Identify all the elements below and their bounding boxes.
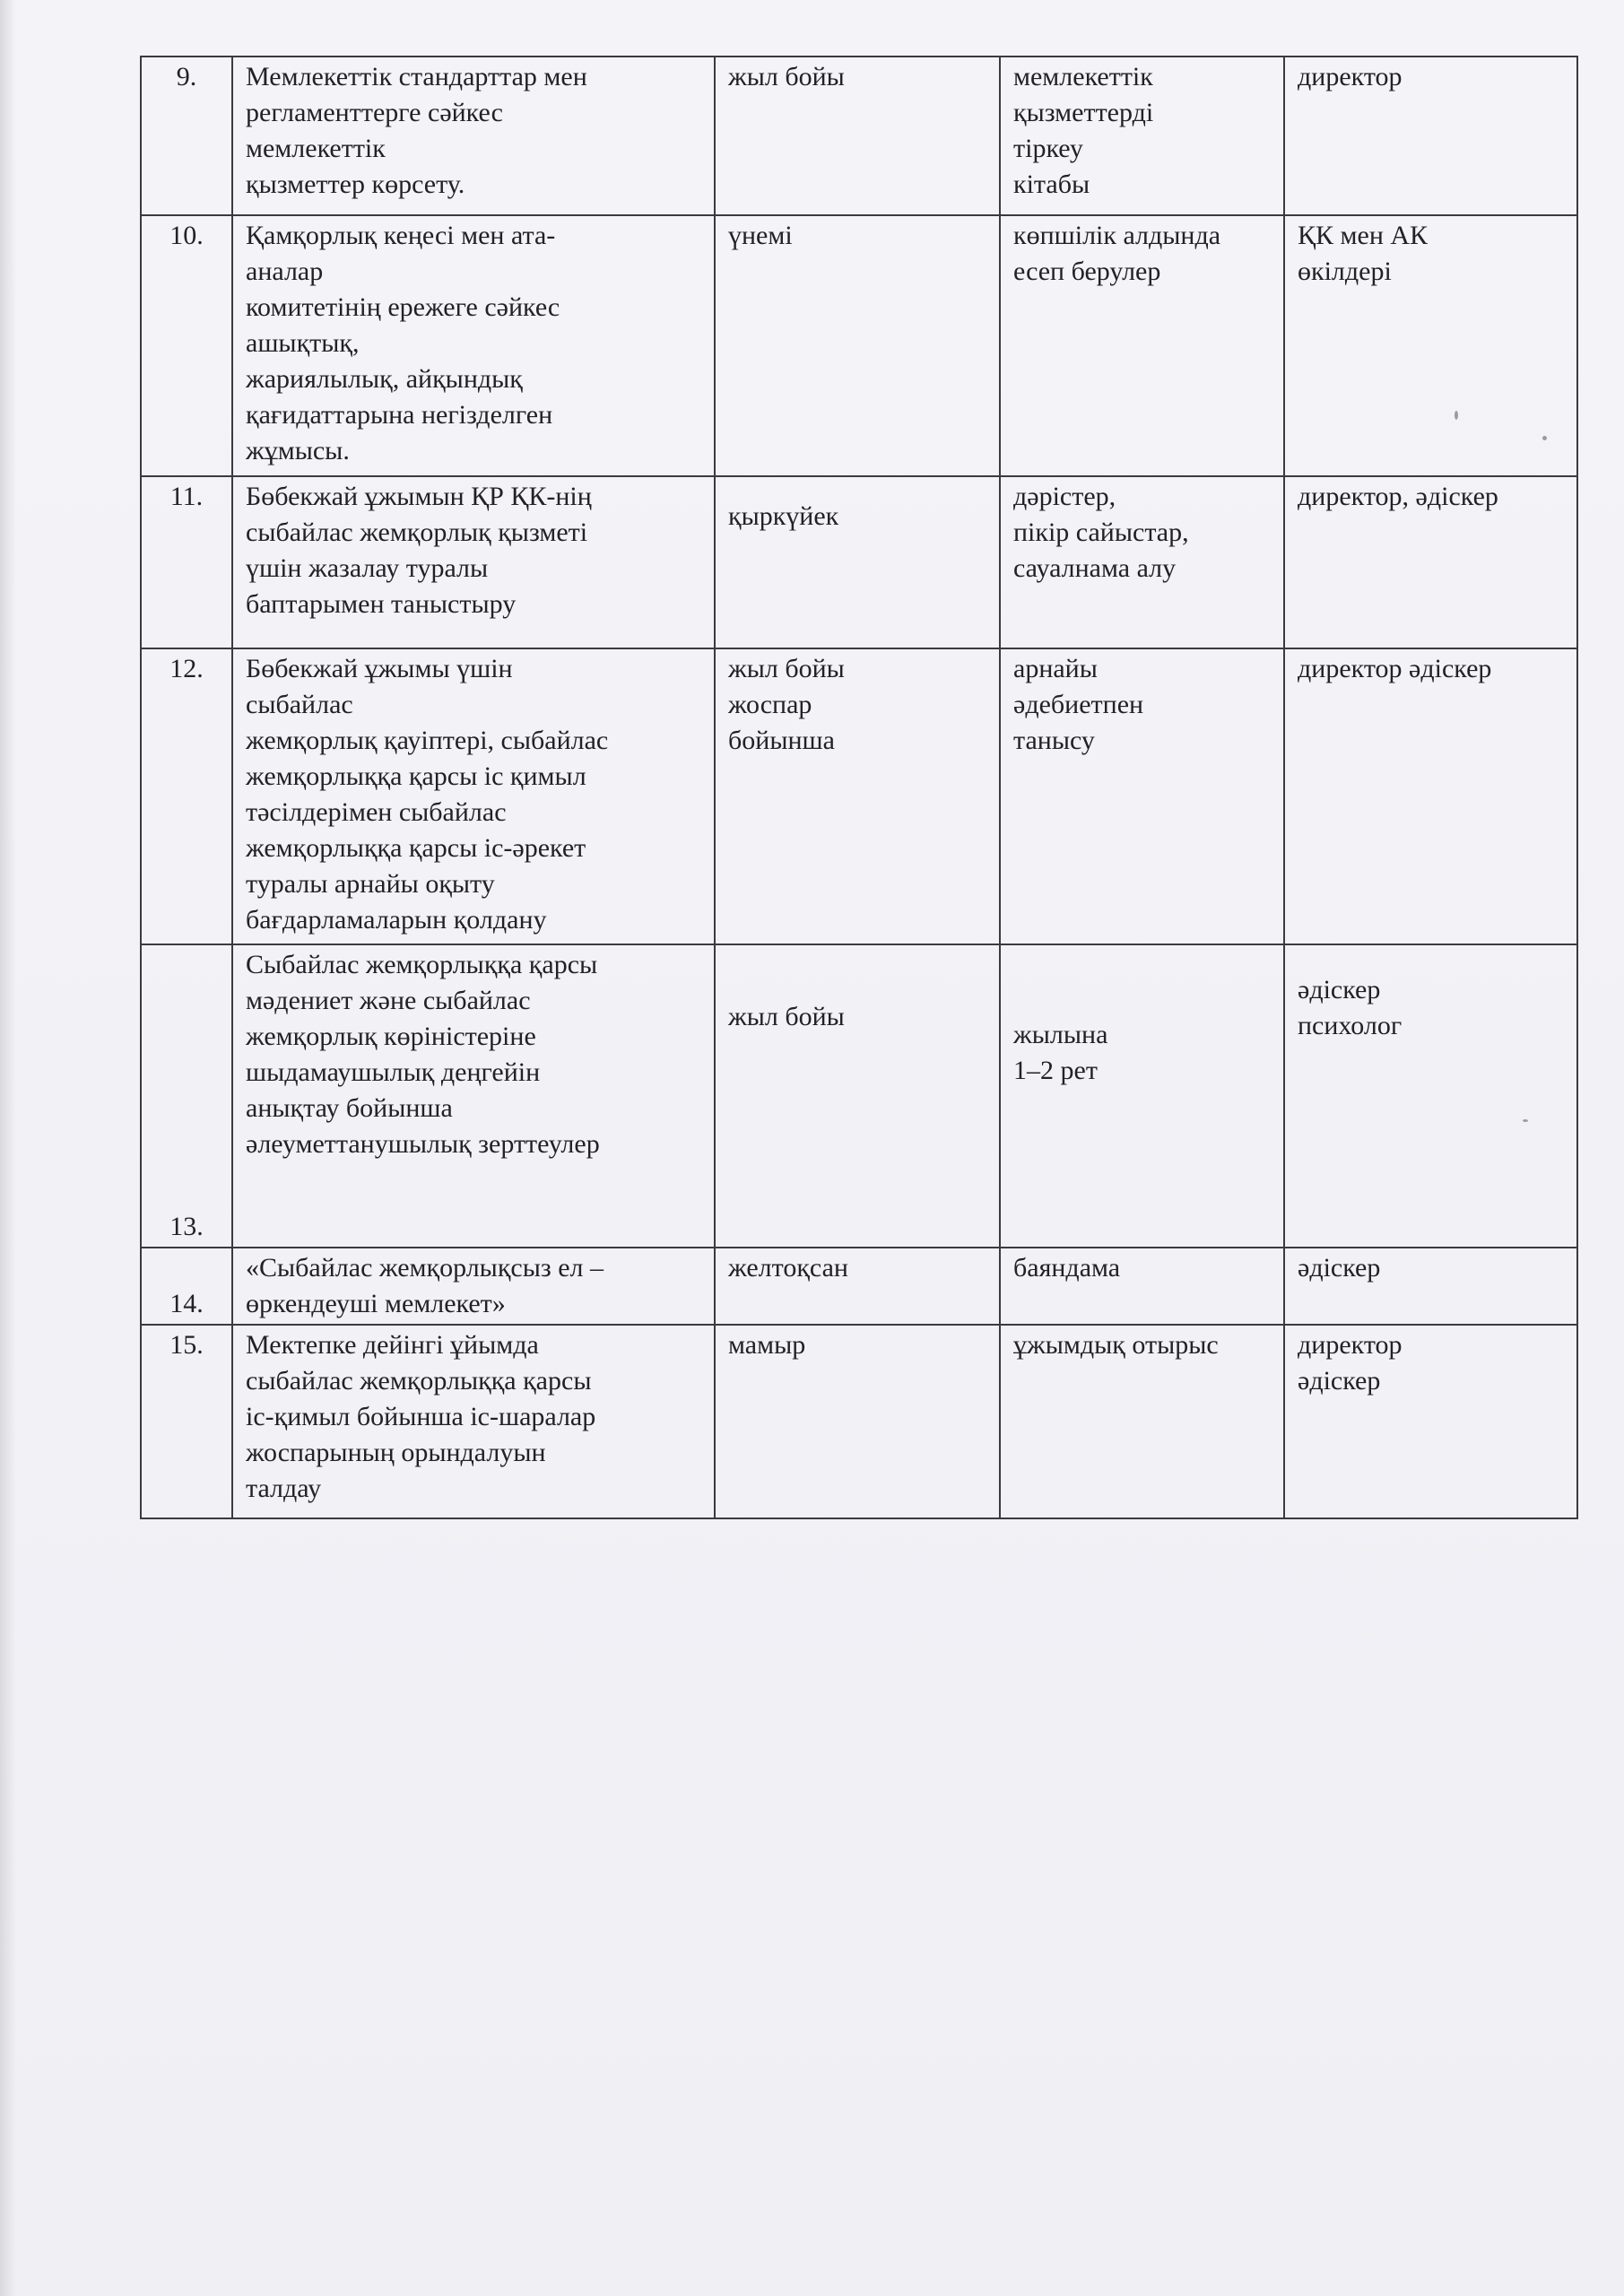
scan-speck [1523,1119,1528,1122]
responsible-cell: директор [1284,57,1577,215]
table-row [141,944,1577,1248]
form-cell: дәрістер, пікір сайыстар, сауалнама алу [1000,476,1284,648]
responsible-cell: директор, әдіскер [1284,476,1577,648]
row-number: 11. [141,476,232,648]
event-cell: Мемлекеттік стандарттар мен регламенттерге сәйкес мемлекеттік қызметтер көрсету. [232,57,715,215]
scan-shadow-edge [0,0,16,2296]
responsible-cell: әдіскер психолог [1284,944,1577,1248]
table-row [141,648,1577,944]
row-number: 14. [141,1248,232,1325]
event-cell: Сыбайлас жемқорлыққа қарсы мәдениет және сыбайлас жемқорлық көріністеріне шыдамаушылық деңгейін анықтау бойынша әлеуметтанушылық зерттеулер [232,944,715,1248]
deadline-cell: үнемі [715,215,1000,476]
form-cell: баяндама [1000,1248,1284,1325]
deadline-cell: қыркүйек [715,476,1000,648]
event-cell: Мектепке дейінгі ұйымда сыбайлас жемқорлыққа қарсы іс-қимыл бойынша іс-шаралар жоспарының орындалуын талдау [232,1325,715,1518]
responsible-cell: әдіскер [1284,1248,1577,1325]
form-cell: ұжымдық отырыс [1000,1325,1284,1518]
form-cell: арнайы әдебиетпен танысу [1000,648,1284,944]
row-number: 13. [141,944,232,1248]
scan-speck [1455,411,1458,420]
form-cell: көпшілік алдында есеп берулер [1000,215,1284,476]
form-cell: жылына 1–2 рет [1000,944,1284,1248]
event-cell: Қамқорлық кеңесі мен ата- аналар комитетінің ережеге сәйкес ашықтық, жариялылық, айқындық қағидаттарына негізделген жұмысы. [232,215,715,476]
table-row [141,476,1577,648]
event-cell: Бөбекжай ұжымы үшін сыбайлас жемқорлық қауіптері, сыбайлас жемқорлыққа қарсы іс қимыл тәсілдерімен сыбайлас жемқорлыққа қарсы іс-әрекет туралы арнайы оқыту бағдарламаларын қолдану [232,648,715,944]
table-row [141,1248,1577,1325]
deadline-cell: жыл бойы [715,57,1000,215]
deadline-cell: жыл бойы жоспар бойынша [715,648,1000,944]
table-row [141,57,1577,215]
table-row [141,1325,1577,1518]
deadline-cell: мамыр [715,1325,1000,1518]
scan-speck [1542,436,1547,440]
deadline-cell: жыл бойы [715,944,1000,1248]
responsible-cell: директор әдіскер [1284,1325,1577,1518]
event-cell: Бөбекжай ұжымын ҚР ҚК-нің сыбайлас жемқорлық қызметі үшін жазалау туралы баптарымен таныстыру [232,476,715,648]
deadline-cell: желтоқсан [715,1248,1000,1325]
row-number: 9. [141,57,232,215]
event-cell: «Сыбайлас жемқорлықсыз ел – өркендеуші мемлекет» [232,1248,715,1325]
form-cell: мемлекеттік қызметтерді тіркеу кітабы [1000,57,1284,215]
row-number: 15. [141,1325,232,1518]
table-row [141,215,1577,476]
row-number: 12. [141,648,232,944]
responsible-cell: директор әдіскер [1284,648,1577,944]
responsible-cell: ҚК мен АК өкілдері [1284,215,1577,476]
anti-corruption-plan-table [140,56,1578,1519]
row-number: 10. [141,215,232,476]
